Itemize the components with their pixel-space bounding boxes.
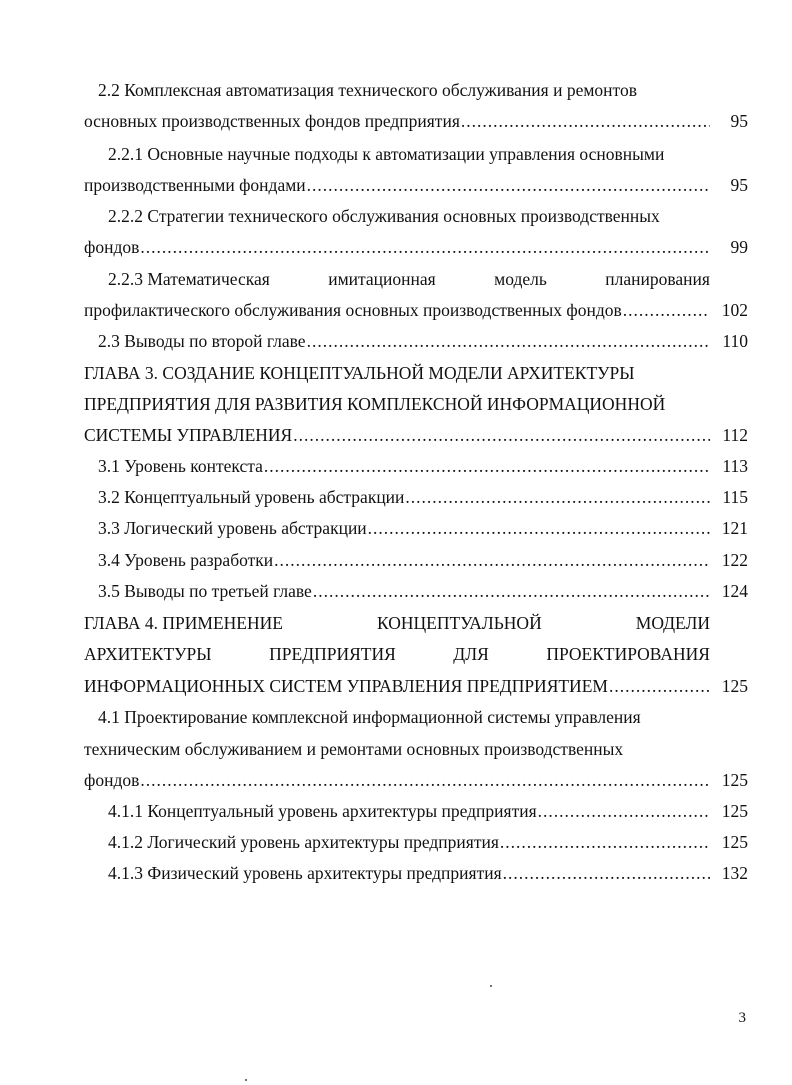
dot-leader bbox=[264, 453, 710, 479]
toc-entry-4-1-3: 4.1.3 Физический уровень архитектуры предприятия ..... bbox=[108, 860, 710, 886]
toc-entry-3-1: 3.1 Уровень контекста ..... bbox=[98, 453, 710, 479]
dot-leader bbox=[368, 515, 710, 541]
toc-chapter-3-line3: СИСТЕМЫ УПРАВЛЕНИЯ ..... bbox=[84, 422, 710, 448]
dot-leader bbox=[307, 172, 710, 198]
toc-page-2-2: 95 bbox=[730, 111, 748, 131]
dot-leader bbox=[140, 234, 710, 260]
toc-entry-3-5: 3.5 Выводы по третьей главе ..... bbox=[98, 578, 710, 604]
dot-leader bbox=[538, 798, 710, 824]
toc-entry-2-3: 2.3 Выводы по второй главе ..... bbox=[98, 328, 710, 354]
toc-chapter-4-line2: АРХИТЕКТУРЫ ПРЕДПРИЯТИЯ ДЛЯ ПРОЕКТИРОВАНИЯ bbox=[84, 644, 710, 664]
toc-page-chapter-3: 112 bbox=[722, 425, 748, 445]
toc-entry-4-1-line3: фондов ..... bbox=[84, 767, 710, 793]
toc-page-chapter-4: 125 bbox=[721, 676, 748, 696]
dot-leader bbox=[313, 578, 710, 604]
toc-page-4-1-3: 132 bbox=[721, 863, 748, 883]
toc-entry-3-4: 3.4 Уровень разработки ..... bbox=[98, 547, 710, 573]
page-number: 3 bbox=[738, 1010, 746, 1026]
dot-leader bbox=[500, 829, 710, 855]
toc-page-3-2: 115 bbox=[722, 487, 748, 507]
dot-leader bbox=[461, 108, 710, 134]
toc-entry-2-2-3-line2: профилактического обслуживания основных производственных фондов ..... bbox=[84, 297, 710, 323]
toc-entry-2-2-line1: 2.2 Комплексная автоматизация технического обслуживания и ремонтов bbox=[98, 80, 637, 100]
toc-chapter-3-line1: ГЛАВА 3. СОЗДАНИЕ КОНЦЕПТУАЛЬНОЙ МОДЕЛИ АРХИТЕКТУРЫ bbox=[84, 363, 635, 383]
toc-page-2-2-1: 95 bbox=[730, 175, 748, 195]
dot-leader bbox=[140, 767, 710, 793]
toc-chapter-4-line3: ИНФОРМАЦИОННЫХ СИСТЕМ УПРАВЛЕНИЯ ПРЕДПРИЯТИЕМ ..... bbox=[84, 673, 710, 699]
toc-page-3-1: 113 bbox=[722, 456, 748, 476]
toc-page-3-4: 122 bbox=[721, 550, 748, 570]
toc-page-2-2-3: 102 bbox=[721, 300, 748, 320]
toc-page-3-3: 121 bbox=[721, 518, 748, 538]
dot-leader bbox=[307, 328, 710, 354]
toc-entry-2-2-1-line1: 2.2.1 Основные научные подходы к автоматизации управления основными bbox=[108, 144, 665, 164]
toc-page-4-1-2: 125 bbox=[721, 832, 748, 852]
toc-entry-2-2-2-line1: 2.2.2 Стратегии технического обслуживания основных производственных bbox=[108, 206, 660, 226]
toc-chapter-3-line2: ПРЕДПРИЯТИЯ ДЛЯ РАЗВИТИЯ КОМПЛЕКСНОЙ ИНФОРМАЦИОННОЙ bbox=[84, 394, 666, 414]
scan-speck bbox=[490, 985, 492, 987]
toc-page-4-1: 125 bbox=[721, 770, 748, 790]
toc-entry-2-2-3-line1: 2.2.3 Математическая имитационная модель планирования bbox=[108, 269, 710, 289]
toc-entry-2-2-2-line2: фондов ..... bbox=[84, 234, 710, 260]
toc-entry-4-1-1: 4.1.1 Концептуальный уровень архитектуры предприятия ..... bbox=[108, 798, 710, 824]
dot-leader bbox=[274, 547, 710, 573]
toc-page-2-2-2: 99 bbox=[730, 237, 748, 257]
dot-leader bbox=[405, 484, 710, 510]
toc-entry-3-2: 3.2 Концептуальный уровень абстракции ..... bbox=[98, 484, 710, 510]
toc-page-2-3: 110 bbox=[722, 331, 748, 351]
dot-leader bbox=[609, 673, 710, 699]
toc-entry-2-2-line2: основных производственных фондов предприятия ..... bbox=[84, 108, 710, 134]
toc-entry-3-3: 3.3 Логический уровень абстракции ..... bbox=[98, 515, 710, 541]
toc-entry-4-1-line2: техническим обслуживанием и ремонтами основных производственных bbox=[84, 739, 624, 759]
toc-entry-4-1-line1: 4.1 Проектирование комплексной информационной системы управления bbox=[98, 707, 641, 727]
toc-entry-2-2-1-line2: производственными фондами ..... bbox=[84, 172, 710, 198]
toc-page-3-5: 124 bbox=[721, 581, 748, 601]
dot-leader bbox=[623, 297, 710, 323]
toc-entry-4-1-2: 4.1.2 Логический уровень архитектуры предприятия ..... bbox=[108, 829, 710, 855]
toc-page-4-1-1: 125 bbox=[721, 801, 748, 821]
dot-leader bbox=[503, 860, 710, 886]
toc-chapter-4-line1: ГЛАВА 4. ПРИМЕНЕНИЕ КОНЦЕПТУАЛЬНОЙ МОДЕЛИ bbox=[84, 613, 710, 633]
dot-leader bbox=[293, 422, 710, 448]
scan-speck bbox=[245, 1079, 247, 1081]
